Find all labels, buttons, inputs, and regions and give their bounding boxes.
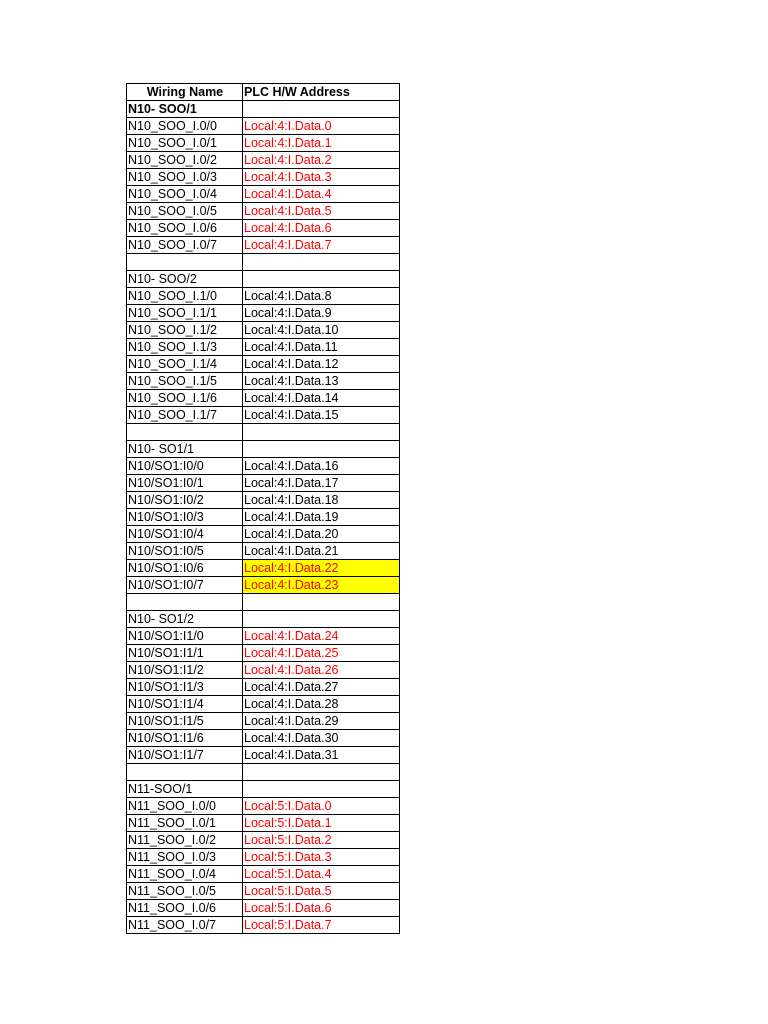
table-row [127, 237, 400, 254]
table-row [127, 424, 400, 441]
wiring-name-cell[interactable]: N10/SO1:I0/0 [127, 458, 243, 475]
table-row [127, 356, 400, 373]
plc-address-cell[interactable]: Local:4:I.Data.12 [243, 356, 400, 373]
wiring-name-cell[interactable]: N11_SOO_I.0/3 [127, 849, 243, 866]
plc-address-cell[interactable]: Local:5:I.Data.0 [243, 798, 400, 815]
header-wiring-name: Wiring Name [127, 84, 243, 101]
table-row [127, 135, 400, 152]
plc-address-cell[interactable]: Local:4:I.Data.1 [243, 135, 400, 152]
plc-address-cell[interactable]: Local:4:I.Data.28 [243, 696, 400, 713]
plc-address-cell[interactable] [243, 271, 400, 288]
wiring-name-cell[interactable]: N10- SOO/2 [127, 271, 243, 288]
plc-address-cell[interactable]: Local:4:I.Data.3 [243, 169, 400, 186]
wiring-name-cell[interactable] [127, 424, 243, 441]
wiring-name-cell[interactable]: N10/SO1:I1/7 [127, 747, 243, 764]
wiring-name-cell[interactable]: N10/SO1:I0/5 [127, 543, 243, 560]
wiring-name-cell[interactable]: N10/SO1:I0/2 [127, 492, 243, 509]
wiring-name-cell[interactable]: N10_SOO_I.0/5 [127, 203, 243, 220]
header-row [127, 84, 400, 101]
table-row [127, 152, 400, 169]
wiring-name-cell[interactable]: N10_SOO_I.1/3 [127, 339, 243, 356]
table-row [127, 611, 400, 628]
wiring-name-cell[interactable]: N10/SO1:I0/4 [127, 526, 243, 543]
table-row [127, 696, 400, 713]
plc-address-cell[interactable]: Local:4:I.Data.7 [243, 237, 400, 254]
table-row [127, 509, 400, 526]
wiring-name-cell[interactable]: N10/SO1:I1/6 [127, 730, 243, 747]
wiring-name-cell[interactable]: N10/SO1:I1/3 [127, 679, 243, 696]
plc-address-cell[interactable]: Local:5:I.Data.1 [243, 815, 400, 832]
plc-address-cell[interactable] [243, 101, 400, 118]
wiring-name-cell[interactable] [127, 764, 243, 781]
plc-address-cell[interactable]: Local:4:I.Data.26 [243, 662, 400, 679]
wiring-name-cell[interactable]: N10_SOO_I.1/7 [127, 407, 243, 424]
wiring-name-cell[interactable]: N10_SOO_I.0/7 [127, 237, 243, 254]
wiring-name-cell[interactable]: N10_SOO_I.0/2 [127, 152, 243, 169]
wiring-name-cell[interactable]: N10_SOO_I.0/1 [127, 135, 243, 152]
wiring-name-cell[interactable]: N10- SOO/1 [127, 101, 243, 118]
wiring-name-cell[interactable]: N10- SO1/1 [127, 441, 243, 458]
wiring-name-cell[interactable]: N11_SOO_I.0/6 [127, 900, 243, 917]
plc-address-cell[interactable]: Local:4:I.Data.25 [243, 645, 400, 662]
wiring-name-cell[interactable]: N10_SOO_I.1/5 [127, 373, 243, 390]
table-row [127, 747, 400, 764]
table-row [127, 543, 400, 560]
plc-address-cell[interactable]: Local:4:I.Data.11 [243, 339, 400, 356]
plc-address-cell[interactable] [243, 594, 400, 611]
wiring-name-cell[interactable]: N10_SOO_I.0/3 [127, 169, 243, 186]
table-row [127, 526, 400, 543]
plc-address-cell[interactable]: Local:4:I.Data.31 [243, 747, 400, 764]
wiring-name-cell[interactable]: N10/SO1:I1/1 [127, 645, 243, 662]
plc-address-cell[interactable]: Local:4:I.Data.29 [243, 713, 400, 730]
plc-address-cell[interactable]: Local:4:I.Data.6 [243, 220, 400, 237]
table-row [127, 730, 400, 747]
table-row [127, 594, 400, 611]
table-row [127, 577, 400, 594]
table-row [127, 900, 400, 917]
wiring-name-cell[interactable]: N10/SO1:I0/3 [127, 509, 243, 526]
wiring-name-cell[interactable]: N11_SOO_I.0/7 [127, 917, 243, 934]
wiring-name-cell[interactable]: N10/SO1:I1/2 [127, 662, 243, 679]
wiring-name-cell[interactable]: N10_SOO_I.0/6 [127, 220, 243, 237]
wiring-name-cell[interactable]: N10_SOO_I.1/2 [127, 322, 243, 339]
wiring-name-cell[interactable]: N10/SO1:I1/5 [127, 713, 243, 730]
wiring-name-cell[interactable]: N11_SOO_I.0/2 [127, 832, 243, 849]
table-row [127, 917, 400, 934]
plc-address-cell[interactable]: Local:4:I.Data.24 [243, 628, 400, 645]
table-row [127, 628, 400, 645]
plc-address-cell[interactable]: Local:4:I.Data.5 [243, 203, 400, 220]
table-row [127, 645, 400, 662]
plc-address-cell[interactable]: Local:4:I.Data.8 [243, 288, 400, 305]
plc-address-cell[interactable] [243, 781, 400, 798]
plc-address-cell[interactable]: Local:5:I.Data.2 [243, 832, 400, 849]
wiring-name-cell[interactable]: N11_SOO_I.0/0 [127, 798, 243, 815]
plc-address-cell[interactable] [243, 254, 400, 271]
table-row [127, 560, 400, 577]
table-row [127, 475, 400, 492]
table-row [127, 169, 400, 186]
table-row [127, 339, 400, 356]
table-row [127, 373, 400, 390]
wiring-name-cell[interactable]: N10_SOO_I.1/0 [127, 288, 243, 305]
plc-address-cell[interactable]: Local:5:I.Data.5 [243, 883, 400, 900]
table-row [127, 186, 400, 203]
plc-address-cell[interactable]: Local:4:I.Data.23 [243, 577, 400, 594]
wiring-name-cell[interactable]: N10_SOO_I.1/6 [127, 390, 243, 407]
table-row [127, 832, 400, 849]
table-row [127, 101, 400, 118]
plc-address-cell[interactable] [243, 611, 400, 628]
plc-address-cell[interactable]: Local:4:I.Data.22 [243, 560, 400, 577]
table-row [127, 322, 400, 339]
table-row [127, 203, 400, 220]
plc-address-cell[interactable]: Local:4:I.Data.13 [243, 373, 400, 390]
plc-address-cell[interactable] [243, 441, 400, 458]
table-row [127, 798, 400, 815]
plc-address-cell[interactable] [243, 764, 400, 781]
table-row [127, 220, 400, 237]
wiring-name-cell[interactable]: N10_SOO_I.1/1 [127, 305, 243, 322]
table-row [127, 118, 400, 135]
table-row [127, 305, 400, 322]
wiring-name-cell[interactable]: N11-SOO/1 [127, 781, 243, 798]
wiring-name-cell[interactable] [127, 254, 243, 271]
plc-address-cell[interactable]: Local:5:I.Data.4 [243, 866, 400, 883]
plc-address-cell[interactable]: Local:4:I.Data.19 [243, 509, 400, 526]
wiring-name-cell[interactable]: N11_SOO_I.0/4 [127, 866, 243, 883]
wiring-name-cell[interactable]: N10_SOO_I.0/4 [127, 186, 243, 203]
plc-address-cell[interactable]: Local:4:I.Data.0 [243, 118, 400, 135]
plc-address-cell[interactable]: Local:4:I.Data.17 [243, 475, 400, 492]
table-row [127, 271, 400, 288]
table-row [127, 254, 400, 271]
plc-address-cell[interactable]: Local:4:I.Data.10 [243, 322, 400, 339]
plc-address-cell[interactable]: Local:4:I.Data.9 [243, 305, 400, 322]
table-row [127, 407, 400, 424]
wiring-name-cell[interactable]: N10/SO1:I0/7 [127, 577, 243, 594]
plc-address-cell[interactable]: Local:5:I.Data.6 [243, 900, 400, 917]
table-row [127, 815, 400, 832]
wiring-table [126, 83, 400, 934]
table-row [127, 713, 400, 730]
table-row [127, 866, 400, 883]
table-body [127, 101, 400, 934]
plc-address-cell[interactable]: Local:4:I.Data.4 [243, 186, 400, 203]
plc-address-cell[interactable]: Local:5:I.Data.7 [243, 917, 400, 934]
plc-address-cell[interactable]: Local:4:I.Data.15 [243, 407, 400, 424]
plc-address-cell[interactable]: Local:5:I.Data.3 [243, 849, 400, 866]
wiring-name-cell[interactable]: N11_SOO_I.0/5 [127, 883, 243, 900]
plc-address-cell[interactable]: Local:4:I.Data.21 [243, 543, 400, 560]
plc-address-cell[interactable]: Local:4:I.Data.27 [243, 679, 400, 696]
table-row [127, 849, 400, 866]
wiring-name-cell[interactable]: N11_SOO_I.0/1 [127, 815, 243, 832]
table-row [127, 679, 400, 696]
plc-address-cell[interactable]: Local:4:I.Data.30 [243, 730, 400, 747]
wiring-name-cell[interactable]: N10/SO1:I0/6 [127, 560, 243, 577]
table-row [127, 662, 400, 679]
plc-address-cell[interactable]: Local:4:I.Data.16 [243, 458, 400, 475]
wiring-name-cell[interactable]: N10/SO1:I0/1 [127, 475, 243, 492]
header-plc-address: PLC H/W Address [243, 84, 400, 101]
plc-address-cell[interactable]: Local:4:I.Data.18 [243, 492, 400, 509]
plc-address-cell[interactable]: Local:4:I.Data.2 [243, 152, 400, 169]
wiring-name-cell[interactable]: N10_SOO_I.0/0 [127, 118, 243, 135]
table-row [127, 390, 400, 407]
wiring-name-cell[interactable]: N10- SO1/2 [127, 611, 243, 628]
table-row [127, 441, 400, 458]
plc-address-cell[interactable] [243, 424, 400, 441]
table-row [127, 764, 400, 781]
wiring-name-cell[interactable]: N10/SO1:I1/4 [127, 696, 243, 713]
plc-address-cell[interactable]: Local:4:I.Data.20 [243, 526, 400, 543]
wiring-name-cell[interactable] [127, 594, 243, 611]
table-row [127, 883, 400, 900]
plc-address-cell[interactable]: Local:4:I.Data.14 [243, 390, 400, 407]
table-row [127, 492, 400, 509]
table-row [127, 458, 400, 475]
table-row [127, 288, 400, 305]
wiring-name-cell[interactable]: N10_SOO_I.1/4 [127, 356, 243, 373]
table-row [127, 781, 400, 798]
wiring-name-cell[interactable]: N10/SO1:I1/0 [127, 628, 243, 645]
